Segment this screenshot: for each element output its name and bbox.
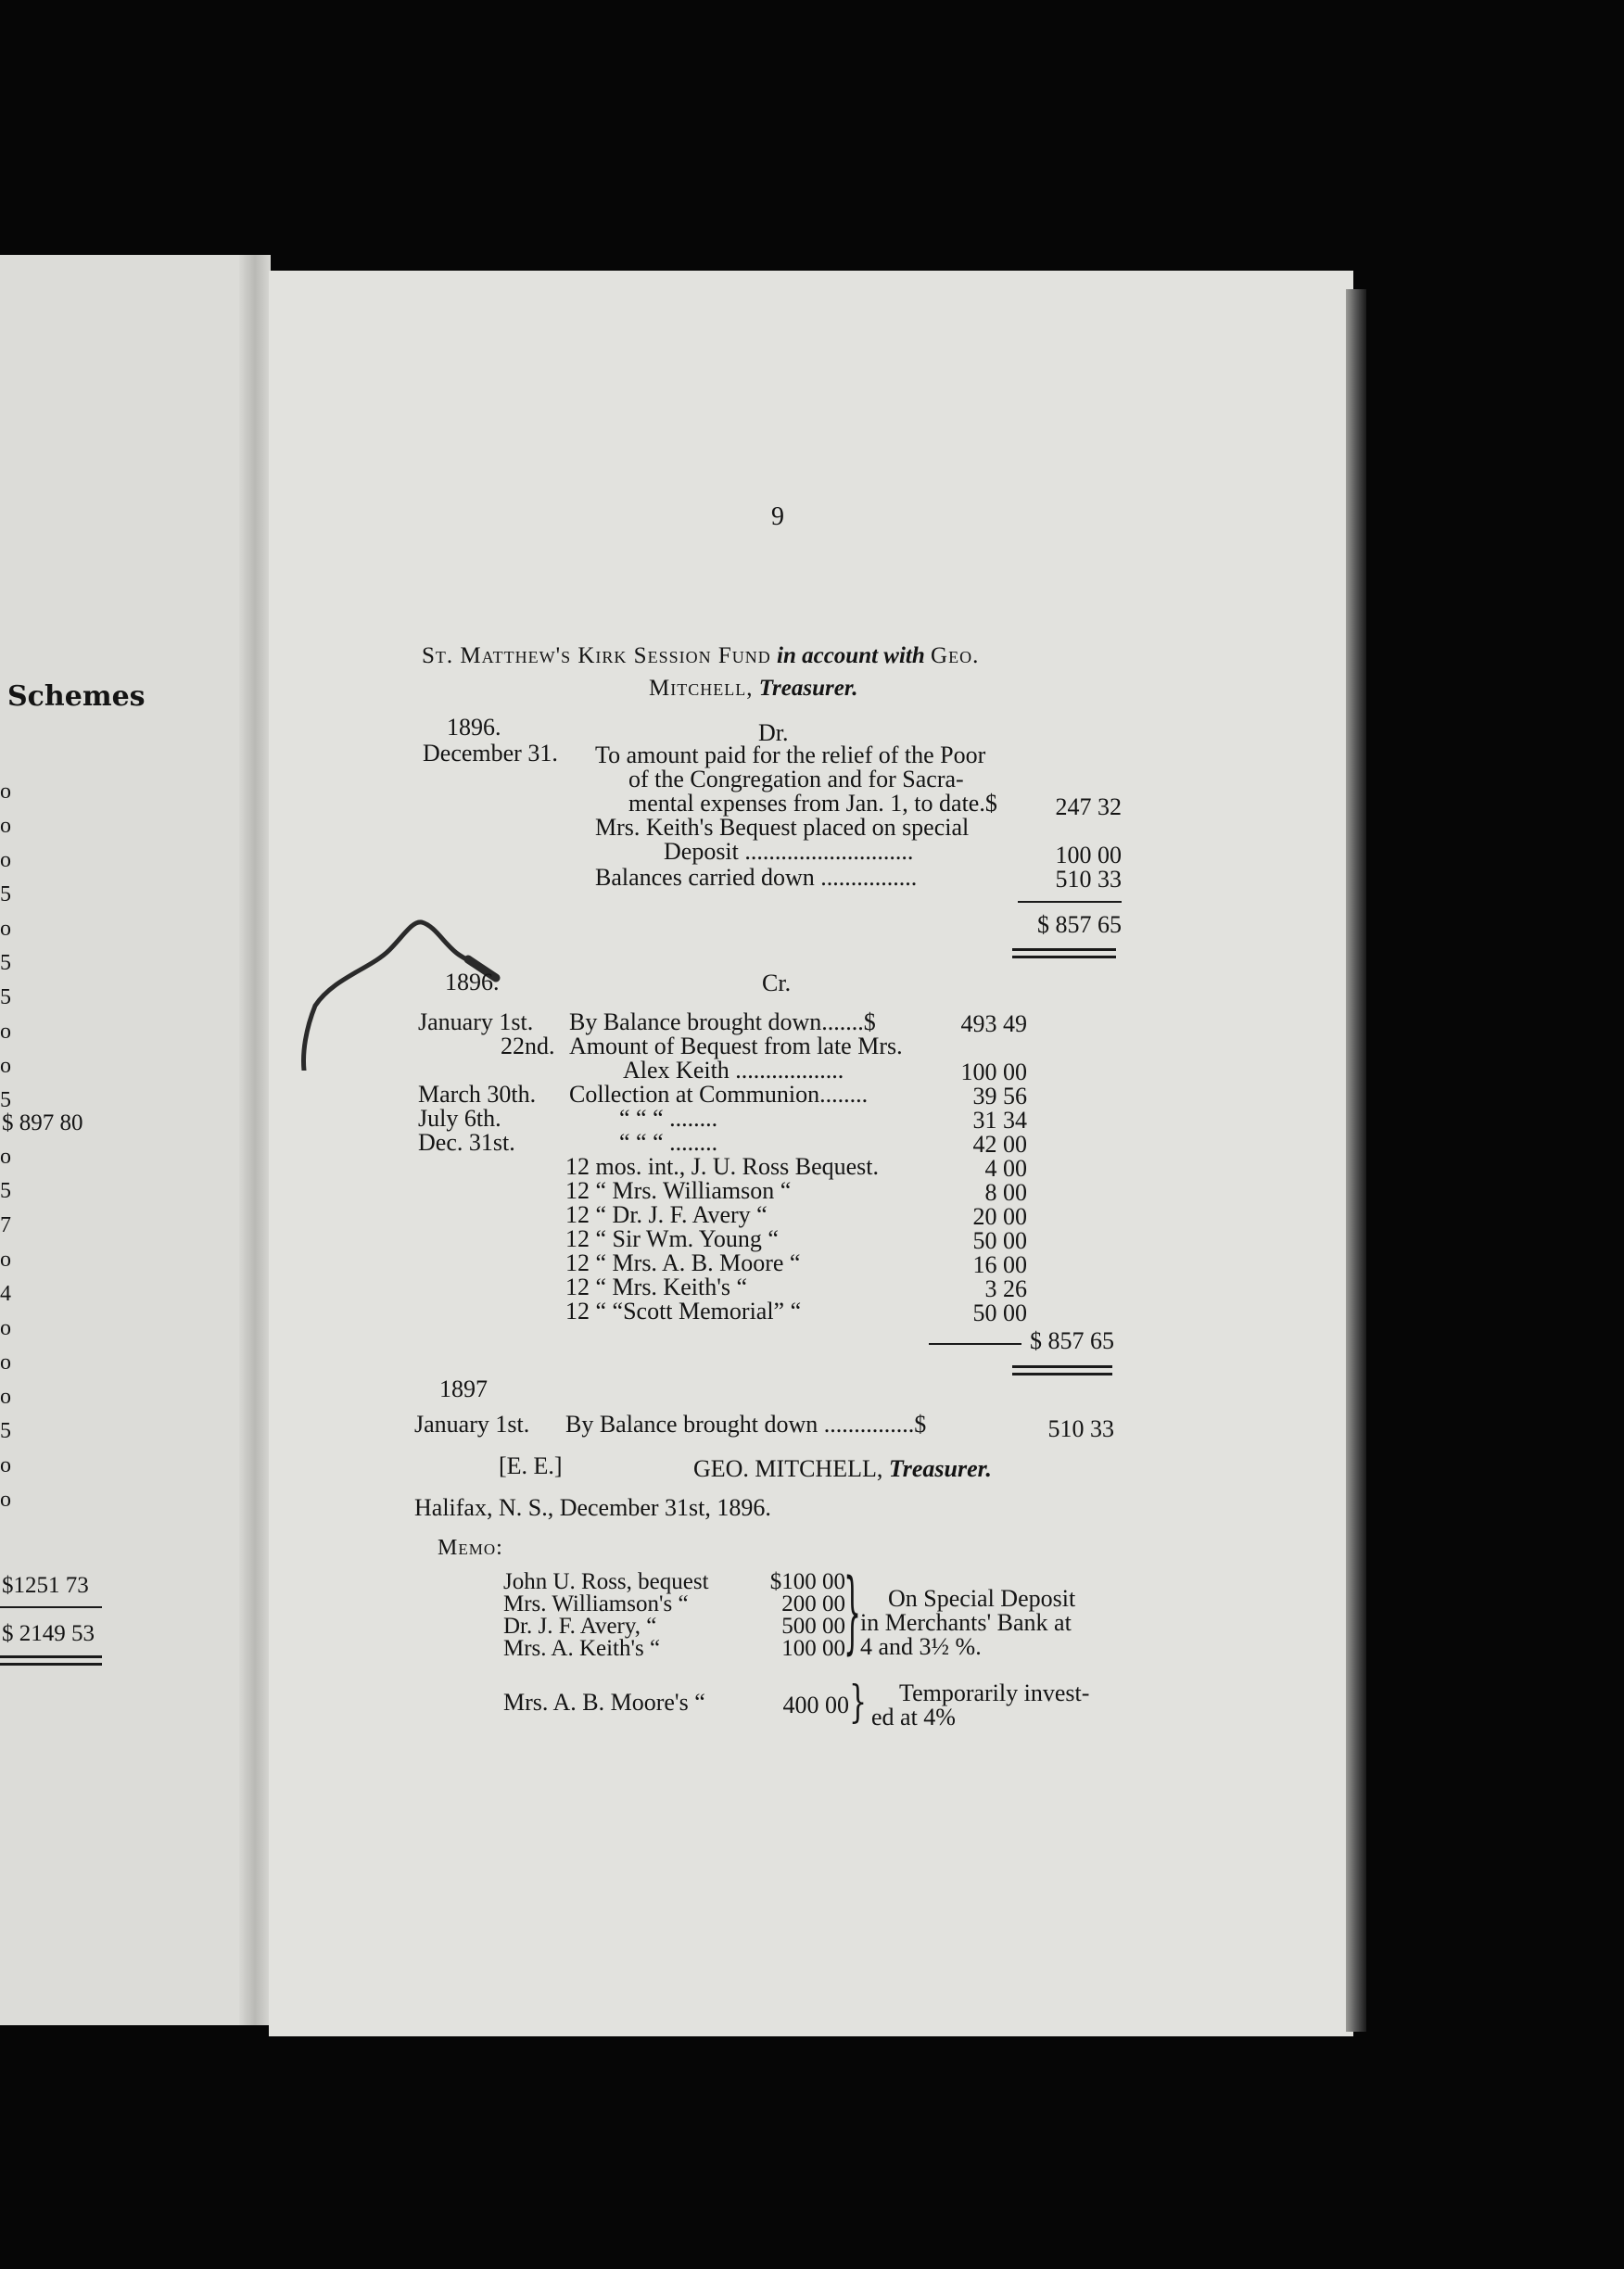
left-total-3: $ 2149 53 xyxy=(2,1621,95,1646)
signature-line xyxy=(693,1455,992,1483)
debit-year: 1896. xyxy=(447,714,501,741)
memo-brace-1: } xyxy=(844,1561,862,1665)
debit-entry-2-line-1: Mrs. Keith's Bequest placed on special xyxy=(595,814,970,841)
fund-name: St. Matthew's Kirk Session Fund xyxy=(422,643,771,668)
left-rule xyxy=(0,1606,102,1608)
left-column-mark: 5 xyxy=(0,1088,11,1112)
credit-double-rule-b xyxy=(1012,1373,1112,1375)
debit-heading: Dr. xyxy=(758,719,789,746)
memo-bequest-amount: 100 00 xyxy=(781,1636,845,1661)
page-number: 9 xyxy=(771,502,784,531)
left-column-mark: 5 xyxy=(0,1419,11,1443)
left-column-mark: o xyxy=(0,1350,11,1375)
memo-heading: Memo: xyxy=(438,1536,503,1560)
signature-initials: [E. E.] xyxy=(499,1452,563,1479)
credit-amount: 39 56 xyxy=(972,1083,1027,1109)
credit-date: January 1st. xyxy=(418,1008,534,1035)
credit-date: July 6th. xyxy=(418,1105,501,1132)
credit-date: 22nd. xyxy=(501,1033,555,1059)
left-column-mark: o xyxy=(0,1488,11,1512)
credit-description: 12 mos. int., J. U. Ross Bequest. xyxy=(565,1153,880,1180)
account-with: in account with xyxy=(777,643,925,668)
credit-description: Collection at Communion........ xyxy=(569,1081,869,1108)
balance-1897-date: January 1st. xyxy=(414,1411,530,1438)
signature-title: Treasurer. xyxy=(888,1455,992,1482)
page-edge xyxy=(1346,289,1366,2032)
debit-entry-1-amount: 247 32 xyxy=(1055,793,1122,820)
memo-moore-note-2: ed at 4% xyxy=(871,1704,956,1730)
signature-name: GEO. MITCHELL, xyxy=(693,1455,883,1482)
left-column-mark: o xyxy=(0,1020,11,1044)
left-heading: Schemes xyxy=(7,680,146,713)
left-column-mark: o xyxy=(0,814,11,838)
credit-description: Amount of Bequest from late Mrs. xyxy=(569,1033,903,1059)
credit-amount: 20 00 xyxy=(972,1203,1027,1230)
left-column-mark: 5 xyxy=(0,985,11,1009)
left-column-mark: 4 xyxy=(0,1282,11,1306)
debit-entry-1-line-3: mental expenses from Jan. 1, to date.$ xyxy=(628,790,997,817)
balance-1897-year: 1897 xyxy=(439,1375,488,1402)
memo-deposit-note-line: in Merchants' Bank at xyxy=(860,1609,1072,1636)
left-total-2: $1251 73 xyxy=(2,1573,89,1598)
memo-bequest-amount: $100 00 xyxy=(769,1569,845,1594)
left-column-mark: o xyxy=(0,1385,11,1409)
left-column-mark: o xyxy=(0,780,11,804)
credit-amount: 31 34 xyxy=(972,1107,1027,1134)
left-column-mark: o xyxy=(0,848,11,872)
treasurer-surname: Mitchell, xyxy=(649,676,754,701)
debit-entry-1-line-1: To amount paid for the relief of the Poor xyxy=(595,742,986,768)
left-page xyxy=(0,255,248,2025)
balance-1897-amount: 510 33 xyxy=(1047,1415,1114,1442)
credit-description: By Balance brought down.......$ xyxy=(569,1008,876,1035)
credit-amount: 3 26 xyxy=(984,1275,1027,1302)
memo-moore-amount: 400 00 xyxy=(782,1692,849,1718)
place-date: Halifax, N. S., December 31st, 1896. xyxy=(414,1494,771,1521)
memo-bequest-name: Dr. J. F. Avery, “ xyxy=(503,1614,657,1639)
treasurer-given-name: Geo. xyxy=(931,643,980,668)
credit-amount: 493 49 xyxy=(960,1010,1027,1037)
left-double-rule-a xyxy=(0,1655,102,1658)
credit-amount: 50 00 xyxy=(972,1227,1027,1254)
credit-amount: 100 00 xyxy=(960,1058,1027,1085)
credit-amount: 16 00 xyxy=(972,1251,1027,1278)
credit-heading: Cr. xyxy=(762,970,792,996)
credit-description: “ “ “ ........ xyxy=(619,1105,718,1132)
debit-subtotal-rule xyxy=(1018,901,1122,903)
credit-double-rule-a xyxy=(1012,1365,1112,1368)
left-total-1: $ 897 80 xyxy=(2,1110,83,1135)
credit-amount: 50 00 xyxy=(972,1299,1027,1326)
treasurer-title: Treasurer. xyxy=(758,676,858,701)
debit-entry-3-line-1: Balances carried down ................ xyxy=(595,864,918,891)
memo-moore-note-1: Temporarily invest- xyxy=(899,1680,1090,1706)
left-column-mark: o xyxy=(0,1248,11,1272)
debit-double-rule-b xyxy=(1012,956,1116,958)
memo-moore-name: Mrs. A. B. Moore's “ xyxy=(503,1689,705,1716)
debit-double-rule-a xyxy=(1012,948,1116,951)
credit-description: 12 “ Sir Wm. Young “ xyxy=(565,1225,779,1252)
page-gutter xyxy=(239,255,271,2025)
credit-date: March 30th. xyxy=(418,1081,537,1108)
credit-description: Alex Keith .................. xyxy=(623,1057,844,1084)
left-column-mark: 5 xyxy=(0,951,11,975)
debit-date: December 31. xyxy=(423,740,558,767)
memo-deposit-note-line: On Special Deposit xyxy=(888,1585,1076,1612)
credit-description: “ “ “ ........ xyxy=(619,1129,718,1156)
credit-date: Dec. 31st. xyxy=(418,1129,515,1156)
left-double-rule-b xyxy=(0,1663,102,1666)
left-column-mark: o xyxy=(0,1316,11,1340)
memo-bequest-name: Mrs. A. Keith's “ xyxy=(503,1636,661,1661)
credit-amount: 8 00 xyxy=(984,1179,1027,1206)
left-column-mark: 5 xyxy=(0,1179,11,1203)
account-title-line-1 xyxy=(422,642,979,670)
credit-amount: 4 00 xyxy=(984,1155,1027,1182)
credit-description: 12 “ Mrs. Williamson “ xyxy=(565,1177,792,1204)
credit-year: 1896. xyxy=(445,969,500,995)
credit-description: 12 “ Dr. J. F. Avery “ xyxy=(565,1201,768,1228)
left-column-mark: o xyxy=(0,1453,11,1477)
memo-bequest-amount: 200 00 xyxy=(781,1591,845,1616)
credit-total: $ 857 65 xyxy=(1030,1327,1114,1354)
credit-description: 12 “ Mrs. Keith's “ xyxy=(565,1274,748,1300)
left-column-mark: o xyxy=(0,917,11,941)
left-column-mark: 5 xyxy=(0,882,11,906)
debit-entry-3-amount: 510 33 xyxy=(1055,866,1122,893)
left-column-mark: 7 xyxy=(0,1213,11,1237)
debit-total: $ 857 65 xyxy=(1037,911,1122,938)
credit-description: 12 “ “Scott Memorial” “ xyxy=(565,1298,802,1325)
left-column-mark: o xyxy=(0,1054,11,1078)
debit-entry-2-amount: 100 00 xyxy=(1055,842,1122,868)
memo-bequest-amount: 500 00 xyxy=(781,1614,845,1639)
balance-1897-text: By Balance brought down ...............$ xyxy=(565,1411,927,1438)
debit-entry-1-line-2: of the Congregation and for Sacra- xyxy=(628,766,964,792)
left-column-mark: o xyxy=(0,1145,11,1169)
memo-bequest-name: John U. Ross, bequest xyxy=(503,1569,709,1594)
account-title-line-2 xyxy=(649,675,857,703)
memo-deposit-note-line: 4 and 3½ %. xyxy=(860,1633,982,1660)
credit-amount: 42 00 xyxy=(972,1131,1027,1158)
debit-entry-2-line-2: Deposit ............................ xyxy=(664,838,914,865)
memo-bequest-name: Mrs. Williamson's “ xyxy=(503,1591,689,1616)
memo-brace-2: } xyxy=(849,1676,868,1728)
credit-description: 12 “ Mrs. A. B. Moore “ xyxy=(565,1249,801,1276)
